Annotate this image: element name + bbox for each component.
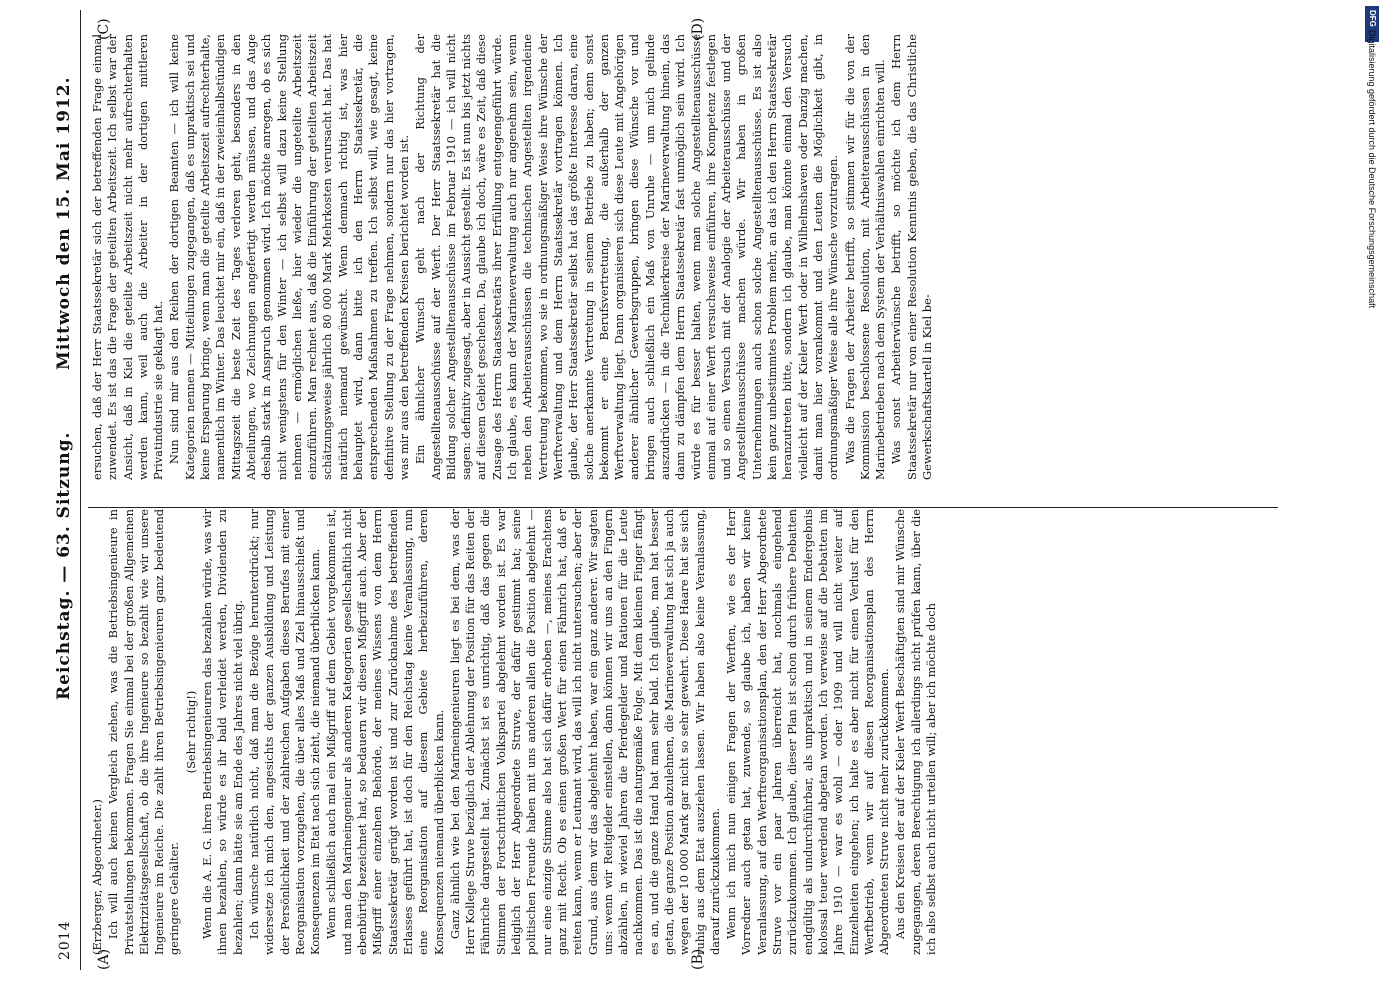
header-date: Mittwoch den 15. Mai 1912. (54, 76, 74, 370)
digitization-credit (1363, 30, 1379, 950)
paragraph: Wenn schließlich auch mal ein Mißgriff auf dem Gebiet vorgekommen ist, und man den Marineingenieur als anderen Kategorien gesellschaftlich nicht ebenbürtig bezeichnet hat, so bedauern wir diesen Mißgriff auch. Aber der Mißgriff einer einzelnen Behörde, der meines Wissens von dem Herrn Staatssekretär gerügt worden ist und zur Zurücknahme des betreffenden Erlasses geführt hat, ist doch für den Reichstag keine Veranlassung, nun eine Reorganisation auf diesem Gebiete herbeizuführen, deren Konsequenzen niemand überblicken kann. (324, 509, 446, 955)
paragraph: Wenn die A. E. G. ihren Betriebsingenieuren das bezahlen würde, was wir ihnen bezahlen, so würde es ihr bald verleidet werden, Dividenden zu bezahlen; dann hätte sie am Ende des Jahres nicht viel übrig. (200, 509, 245, 955)
page-number: 2014 (57, 920, 73, 960)
paragraph: Was die Fragen der Arbeiter betrifft, so stimmen wir für die von der Kommission beschlossene Resolution, mit Arbeiterausschüssen in den Marinebetrieben nach dem System der Verhältniswahlen einrichten will. (842, 34, 888, 480)
speaker-line: (Erzberger, Abgeordneter.) (90, 799, 104, 955)
digitization-credit-text: Digitalisierung gefördert durch die Deutsche Forschungsgemeinschaft (1367, 30, 1377, 309)
dfg-logo-text: DFG (1368, 10, 1377, 27)
margin-marker-b: (B) (690, 948, 706, 970)
header-rule (80, 10, 81, 970)
paragraph: Ich wünsche natürlich nicht, daß man die Bezüge herunterdrückt; nur widersetze ich mich den, angesichts der ganzen Ausbildung und Leistung der Persönlichkeit und der zahlreichen Aufgaben dieses Berufes mit einer Reorganisation vorzugehen, die über alles Maß und Ziel hinausschießt und Konsequenzen im Etat nach sich zieht, die niemand überblicken kann. (246, 509, 323, 955)
text-column-left (90, 509, 1285, 955)
paragraph: Wenn ich mich nun einigen Fragen der Werften, wie es der Herr Vorredner auch getan hat, zuwende, so glaube ich, haben wir keine Veranlassung, auf den Werftreorganisationsplan, den der Herr Abgeordnete Struve vor ein paar Jahren überreicht hat, nochmals eingehend zurückzukommen. Ich glaube, dieser Plan ist schon durch frühere Debatten endgültig als undurchführbar, als unpraktisch und in seinem Endergebnis kolossal teuer werdend abgetan worden. Ich verweise auf die Debatten im Jahre 1910 — war es wohl — oder 1909 und will nicht weiter auf Einzelheiten eingehen; ich halte es aber nicht für einen Verlust für den Werftbetrieb, wenn wir auf diesen Reorganisationsplan des Herrn Abgeordneten Struve nicht mehr zurückkommen. (724, 509, 892, 955)
paragraph: Ganz ähnlich wie bei den Marineingenieuren liegt es bei dem, was der Herr Kollege Struve bezüglich der Ablehnung der Position für das Reiten der Fähnriche dargestellt hat. Zunächst ist es unrichtig, daß das gegen die Stimmen der Fortschrittlichen Volkspartei abgelehnt worden ist. Es war lediglich der Herr Abgeordnete Struve, der dafür gestimmt hat; seine politischen Freunde haben mit uns anderen allen die Position abgelehnt — nur eine einzige Stimme also hat sich dafür erhoben —, meines Erachtens ganz mit Recht. Ob es einen großen Wert für einen Fähnrich hat, daß er reiten kann, wenn er Leutnant wird, das will ich nicht untersuchen; aber der Grund, aus dem wir das abgelehnt haben, war ein ganz anderer. Wir sagten uns: wenn wir Reitgelder einstellen, dann können wir uns an den Fingern abzählen, in wieviel Jahren die Pferdegelder und Rationen für die Leute nachkommen. Das ist die naturgemäße Folge. Mit dem kleinen Finger fängt es an, und die ganze Hand hat man sehr bald. Ich glaube, man hat besser getan, die ganze Position abzulehnen, die Marineverwaltung hat sich ja auch wegen der 10 000 Mark gar nicht so sehr gewehrt. Diese Haare hat sie sich ruhig aus dem Etat ausziehen lassen. Wir haben also keine Veranlassung, darauf zurückzukommen. (447, 509, 722, 955)
paragraph: Nun sind mir aus den Reihen der dortigen Beamten — ich will keine Kategorien nennen — Mitteilungen zugegangen, daß es unpraktisch sei und keine Ersparung bringe, wenn man die geteilte Arbeitszeit aufrechterhalte, namentlich im Winter. Das leuchtet mir ein, daß in der zweieinhalbstündigen Mittagszeit die beste Zeit des Tages verloren geht, besonders in den Abteilungen, wo Zeichnungen angefertigt werden müssen, und das Auge deshalb stark in Anspruch genommen wird. Ich möchte anregen, ob es sich nicht wenigstens für den Winter — ich selbst will dazu keine Stellung nehmen — ermöglichen ließe, hier wieder die ungeteilte Arbeitszeit einzuführen. Man rechnet aus, daß die Einführung der geteilten Arbeitszeit schätzungsweise jährlich 80 000 Mark Mehrkosten verursacht hat. Das hat natürlich niemand gewünscht. Wenn demnach richtig ist, was hier behauptet wird, dann bitte ich den Herrn Staatssekretär, die entsprechenden Maßnahmen zu treffen. Ich selbst will, wie gesagt, keine definitive Stellung zu der Frage nehmen, sondern nur das hier vortragen, was mir aus den betreffenden Kreisen berichtet worden ist. (167, 34, 411, 480)
margin-marker-a: (A) (96, 948, 112, 970)
header-session: Reichstag. — 63. Sitzung. (54, 431, 74, 700)
column-divider (88, 507, 1278, 508)
paragraph: ersuchen, daß der Herr Staatssekretär sich der betreffenden Frage einmal zuwendet. Es ist das die Frage der geteilten Arbeitszeit. Ich selbst war der Ansicht, daß in Kiel die geteilte Arbeitszeit nicht mehr aufrechterhalten werden kann, weil auch die Arbeiter in der dortigen mittleren Privatindustrie sie geklagt hat. (90, 34, 166, 480)
interjection: (Sehr richtig!) (183, 690, 198, 774)
paragraph: Aus den Kreisen der auf der Kieler Werft Beschäftigten sind mir Wünsche zugegangen, deren Berechtigung ich allerdings nicht prüfen kann, über die ich also selbst auch nicht urteilen will; aber ich möchte doch (893, 509, 939, 955)
paragraph: Ein ähnlicher Wunsch geht nach der Richtung der Angestelltenausschüsse auf der Werft. Der Herr Staatssekretär hat die Bildung solcher Angestelltenausschüsse im Februar 1910 — ich will nicht sagen: definitiv zugesagt, aber in Aussicht gestellt. Es ist nun bis jetzt nichts auf diesem Gebiet geschehen. Da, glaube ich doch, wäre es Zeit, daß diese Zusage des Herrn Staatssekretärs ihrer Erfüllung entgegengeführt würde. Ich glaube, es kann der Marineverwaltung auch nur angenehm sein, wenn neben den Arbeiterausschüssen die technischen Angestellten irgendeine Vertretung bekommen, wo sie in ordnungsmäßiger Weise ihre Wünsche der Werftverwaltung und dem Herrn Staatssekretär vortragen können. Ich glaube, der Herr Staatssekretär selbst hat das größte Interesse daran, eine solche anerkannte Vertretung in seinem Betriebe zu haben; denn sonst bekommt er eine Berufsvertretung, die außerhalb der ganzen Werftverwaltung liegt. Dann organisieren sich diese Leute mit Angehörigen anderer ähnlicher Gewerbsgruppen, bringen diese Wünsche vor und bringen auch schließlich ein Maß von Unruhe — um mich gelinde auszudrücken — in die Technikerkreise der Marineverwaltung hinein, das dann zu dämpfen dem Herrn Staatssekretär fast unmöglich sein wird. Ich würde es für besser halten, wenn man solche Angestelltenausschüsse einmal auf einer Werft versuchsweise einführen, ihre Kompetenz festlegen und so einen Versuch mit der Analogie der Arbeiterausschüsse und der Angestelltenausschüsse machen würde. Wir haben in großen Unternehmungen auch schon solche Angestelltenausschüsse. Es ist also kein ganz unbestimmtes Problem mehr, an das ich den Herrn Staatssekretär heranzutreten bitte, sondern ich glaube, man könnte einmal den Versuch vielleicht auf der Kieler Werft oder in Wilhelmshaven oder Danzig machen, damit man hier vorankommt und den Leuten die Möglichkeit gibt, in ordnungsmäßiger Weise alle ihre Wünsche vorzutragen. (413, 34, 841, 480)
paragraph: Ich will auch keinen Vergleich ziehen, was die Betriebsingenieure in Privatstellungen bekommen. Fragen Sie einmal bei der großen Allgemeinen Elektrizitätsgesellschaft, ob die ihre Ingenieure so bezahlt wie wir unsere Ingenieure im Reiche. Die zahlt ihren Betriebsingenieuren ganz bedeutend geringere Gehälter. (106, 509, 182, 955)
paragraph: Was sonst Arbeiterwünsche betrifft, so möchte ich dem Herrn Staatssekretär nur von einer Resolution Kenntnis geben, die das Christliche Gewerkschaftskartell in Kiel be- (889, 34, 935, 480)
margin-marker-d: (D) (690, 17, 706, 40)
running-header (50, 0, 80, 1000)
text-column-right (90, 34, 1285, 480)
margin-marker-c: (C) (96, 18, 112, 40)
